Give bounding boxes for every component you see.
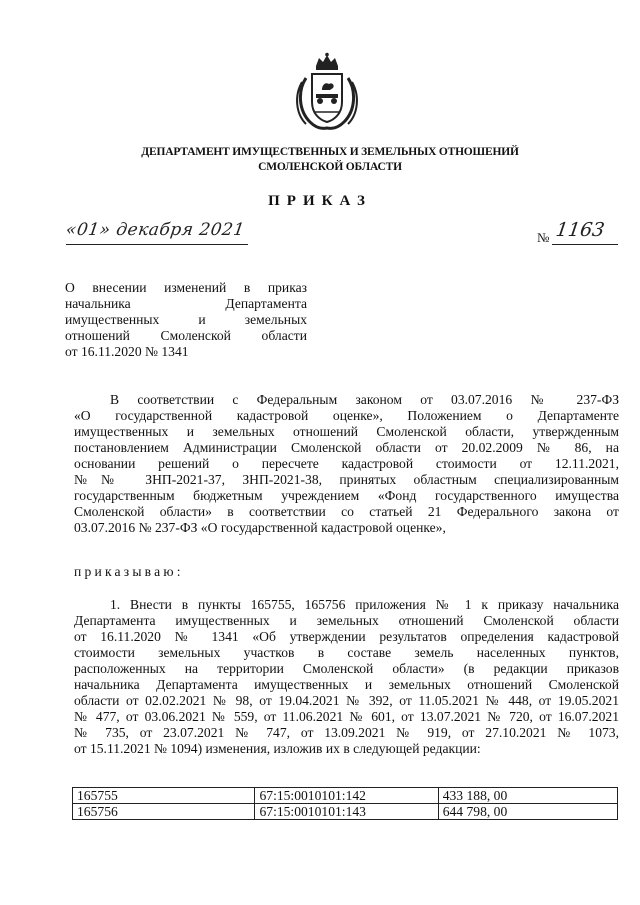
item-1-line: № 477, от 03.06.2021 № 559, от 11.06.2021 № 601, от 13.07.2021 № 720, от 16.07.2021 (74, 709, 619, 724)
smolensk-coat-of-arms-icon (292, 52, 362, 132)
department-header (90, 145, 570, 175)
preamble-line: №№ ЗНП-2021-37, ЗНП-2021-38, принятых областным специализированным (74, 472, 619, 487)
table-cell-value: 433 188, 00 (438, 788, 617, 804)
preamble-paragraph (74, 392, 619, 536)
item-1-line: начальника Департамента имущественных и земельных отношений Смоленской (74, 677, 619, 692)
preamble-line: «О государственной кадастровой оценке», Положением о Департаменте (74, 408, 619, 423)
item-1-line: от 16.11.2020 № 1341 «Об утверждении результатов определения кадастровой (74, 629, 619, 644)
number-underline (552, 244, 618, 245)
item-1-line: области от 02.02.2021 № 98, от 19.04.2021 № 392, от 11.05.2021 № 448, от 19.05.2021 (74, 693, 619, 708)
item-1-line: расположенных на территории Смоленской области» (в редакции приказов (74, 661, 619, 676)
preamble-line: В соответствии с Федеральным законом от 03.07.2016 № 237-ФЗ (110, 392, 619, 407)
document-subject (65, 280, 307, 360)
subject-line: имущественных и земельных (65, 312, 307, 327)
item-1-line: № 735, от 23.07.2021 № 747, от 13.09.2021 № 919, от 27.10.2021 № 1073, (74, 725, 619, 740)
preamble-line: постановлением Администрации Смоленской области от 20.02.2009 № 86, на (74, 440, 619, 455)
subject-line: начальника Департамента (65, 296, 307, 311)
date-underline (66, 244, 248, 245)
table-cell-id: 165755 (73, 788, 255, 804)
department-line-1: ДЕПАРТАМЕНТ ИМУЩЕСТВЕННЫХ И ЗЕМЕЛЬНЫХ ОТНОШЕНИЙ (141, 146, 519, 158)
table-cell-cadastral-number: 67:15:0010101:142 (255, 788, 438, 804)
ordered-word: приказываю: (74, 564, 184, 579)
subject-line: О внесении изменений в приказ (65, 280, 307, 295)
table-cell-id: 165756 (73, 804, 255, 820)
subject-line: отношений Смоленской области (65, 328, 307, 343)
department-line-2: СМОЛЕНСКОЙ ОБЛАСТИ (258, 161, 402, 173)
table-cell-cadastral-number: 67:15:0010101:143 (255, 804, 438, 820)
preamble-line: имущественных и земельных отношений Смоленской области, утвержденным (74, 424, 619, 439)
item-1-paragraph (74, 597, 619, 757)
item-1-line: от 15.11.2021 № 1094) изменения, изложив их в следующей редакции: (74, 741, 481, 756)
document-type-title: ПРИКАЗ (268, 193, 372, 209)
table-row (73, 788, 618, 804)
item-1-line: Департамента имущественных и земельных отношений Смоленской области (74, 613, 619, 628)
number-handwritten: 1163 (554, 219, 606, 241)
item-1-line: 1. Внести в пункты 165755, 165756 приложения № 1 к приказу начальника (110, 597, 619, 612)
preamble-line: основании решений о пересчете кадастровой стоимости от 12.11.2021, (74, 456, 619, 471)
table-row (73, 804, 618, 820)
preamble-line: 03.07.2016 № 237-ФЗ «О государственной кадастровой оценке», (74, 520, 446, 535)
date-handwritten: «01» декабря 2021 (64, 220, 247, 240)
table-cell-value: 644 798, 00 (438, 804, 617, 820)
cadastral-value-table (72, 787, 618, 820)
number-label: № (537, 230, 550, 245)
subject-line: от 16.11.2020 № 1341 (65, 344, 189, 359)
preamble-line: государственным бюджетным учреждением «Фонд государственного имущества (74, 488, 619, 503)
preamble-line: Смоленской области» в соответствии со статьей 21 Федерального закона от (74, 504, 619, 519)
item-1-line: стоимости земельных участков в составе земель населенных пунктов, (74, 645, 619, 660)
